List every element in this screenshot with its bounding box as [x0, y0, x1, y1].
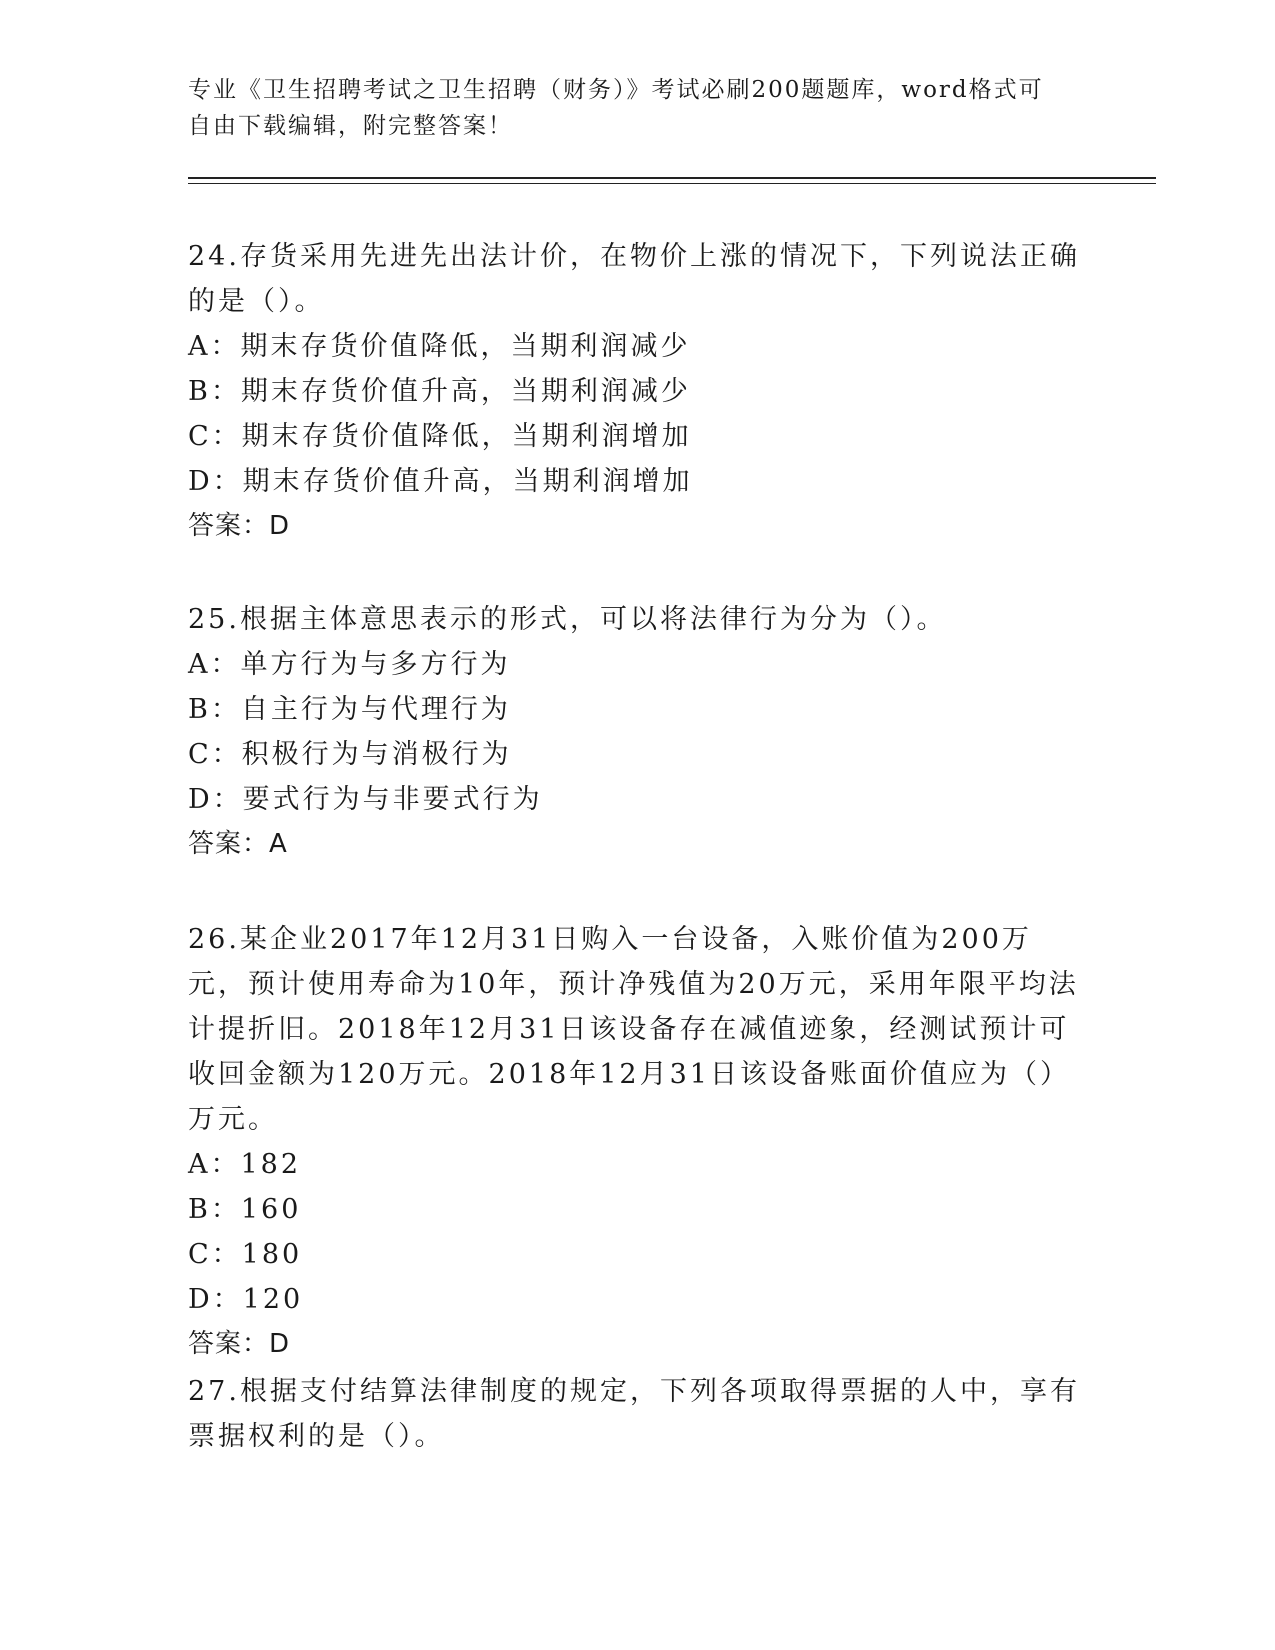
- header-divider-thin: [188, 183, 1156, 184]
- question-stem: 25.根据主体意思表示的形式，可以将法律行为分为（）。: [188, 604, 947, 635]
- option-c: C：积极行为与消极行为: [188, 739, 512, 770]
- option-d: D：期末存货价值升高，当期利润增加: [188, 466, 693, 497]
- question-24: [188, 234, 1088, 549]
- answer: 答案：D: [188, 1329, 291, 1359]
- option-c: C：期末存货价值降低，当期利润增加: [188, 421, 692, 452]
- option-a: A：期末存货价值降低，当期利润减少: [188, 331, 691, 362]
- question-27: [188, 1369, 1088, 1459]
- document-header: 专业《卫生招聘考试之卫生招聘（财务）》考试必刷200题题库，word格式可自由下载编辑，附完整答案！: [188, 77, 1044, 139]
- option-a: A：182: [188, 1149, 302, 1180]
- option-d: D：120: [188, 1284, 304, 1315]
- option-c: C：180: [188, 1239, 303, 1270]
- question-stem: 26.某企业2017年12月31日购入一台设备，入账价值为200万元，预计使用寿命为10年，预计净残值为20万元，采用年限平均法计提折旧。2018年12月31日该设备存在减值迹象，经测试预计可收回金额为120万元。2018年12月31日该设备账面价值应为（）万元。: [188, 924, 1079, 1135]
- option-d: D：要式行为与非要式行为: [188, 784, 543, 815]
- question-25: [188, 597, 1088, 867]
- question-stem: 27.根据支付结算法律制度的规定，下列各项取得票据的人中，享有票据权利的是（）。: [188, 1376, 1080, 1452]
- option-a: A：单方行为与多方行为: [188, 649, 511, 680]
- question-26: [188, 917, 1088, 1367]
- answer: 答案：A: [188, 829, 288, 859]
- question-stem: 24.存货采用先进先出法计价，在物价上涨的情况下，下列说法正确的是（）。: [188, 241, 1080, 317]
- option-b: B：自主行为与代理行为: [188, 694, 511, 725]
- answer: 答案：D: [188, 511, 291, 541]
- header-divider-thick: [188, 177, 1156, 179]
- option-b: B：期末存货价值升高，当期利润减少: [188, 376, 691, 407]
- option-b: B：160: [188, 1194, 302, 1225]
